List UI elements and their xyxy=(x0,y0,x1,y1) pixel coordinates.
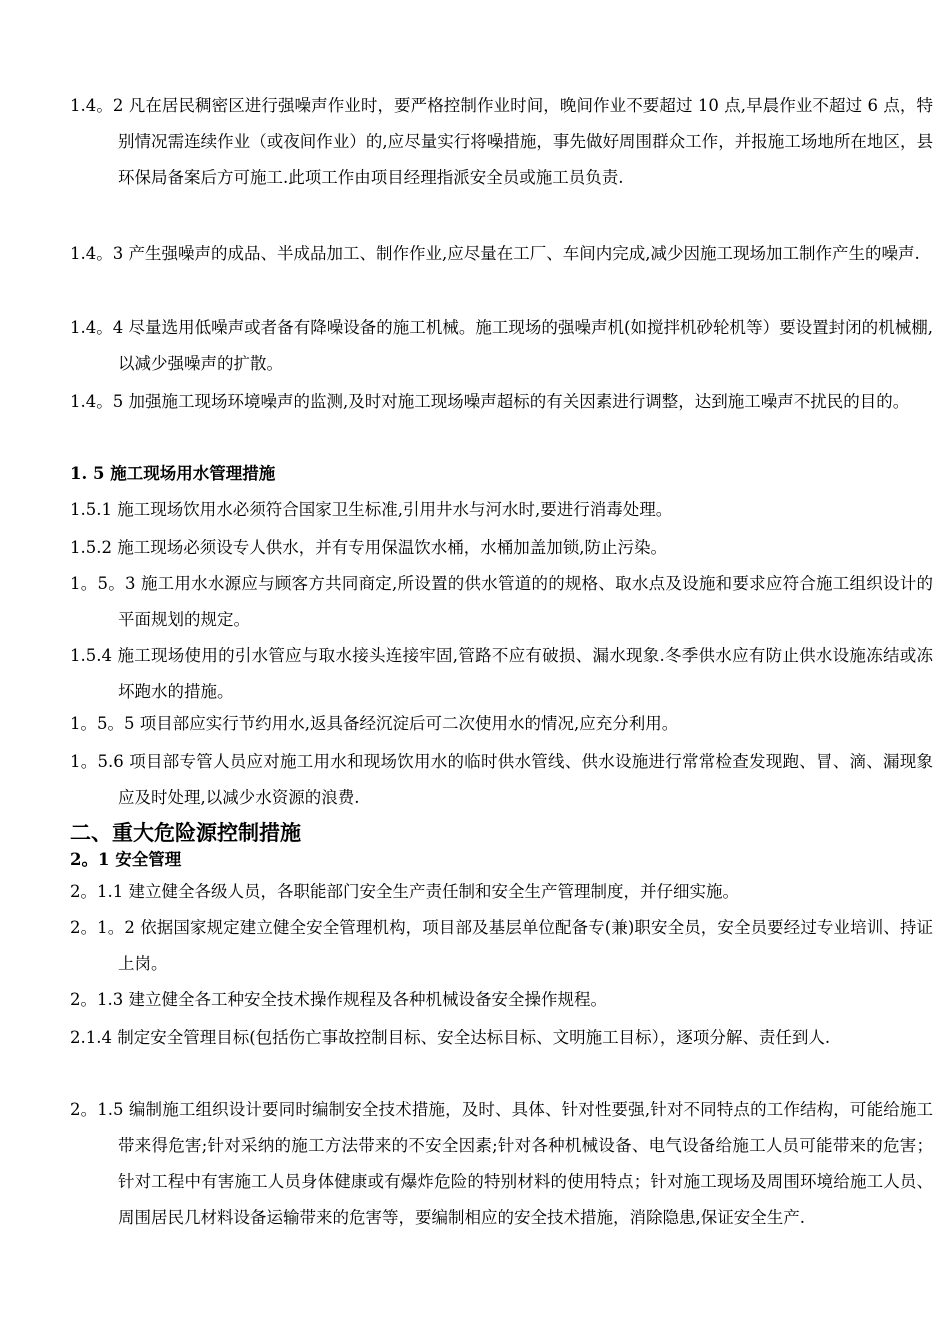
paragraph-2-1-5: 2。1.5 编制施工组织设计要同时编制安全技术措施，及时、具体、针对性要强,针对不同特点的工作结构，可能给施工带来得危害;针对采纳的施工方法带来的不安全因素;针对各种机械设备、电气设备给施工人员可能带来的危害；针对工程中有害施工人员身体健康或有爆炸危险的特别材料的使用特点；针对施工现场及周围环境给施工人员、周围居民几材料设备运输带来的危害等，要编制相应的安全技术措施，消除隐患,保证安全生产. xyxy=(70,1100,933,1227)
paragraph-2-1-4: 2.1.4 制定安全管理目标(包括伤亡事故控制目标、安全达标目标、文明施工目标），逐项分解、责任到人. xyxy=(70,1028,831,1047)
paragraph-1-4-4: 1.4。4 尽量选用低噪声或者备有降噪设备的施工机械。施工现场的强噪声机(如搅拌机砂轮机等）要设置封闭的机械棚,以减少强噪声的扩散。 xyxy=(70,318,933,373)
paragraph-1-4-2: 1.4。2 凡在居民稠密区进行强噪声作业时，要严格控制作业时间，晚间作业不要超过 10 点,早晨作业不超过 6 点，特别情况需连续作业（或夜间作业）的,应尽量实行将噪措施，事先做好周围群众工作，并报施工场地所在地区，县环保局备案后方可施工.此项工作由项目经理指派安全员或施工员负责. xyxy=(70,96,933,187)
paragraph-2-1-3: 2。1.3 建立健全各工种安全技术操作规程及各种机械设备安全操作规程。 xyxy=(70,990,607,1009)
paragraph-1-5-4: 1.5.4 施工现场使用的引水管应与取水接头连接牢固,管路不应有破损、漏水现象.冬季供水应有防止供水设施冻结或冻坏跑水的措施。 xyxy=(70,646,933,701)
paragraph-2-1-2: 2。1。2 依据国家规定建立健全安全管理机构，项目部及基层单位配备专(兼)职安全员，安全员要经过专业培训、持证上岗。 xyxy=(70,918,933,973)
paragraph-1-4-3: 1.4。3 产生强噪声的成品、半成品加工、制作作业,应尽量在工厂、车间内完成,减少因施工现场加工制作产生的噪声. xyxy=(70,244,920,263)
paragraph-1-5-2: 1.5.2 施工现场必须设专人供水，并有专用保温饮水桶，水桶加盖加锁,防止污染。 xyxy=(70,538,667,557)
paragraph-1-5-1: 1.5.1 施工现场饮用水必须符合国家卫生标准,引用井水与河水时,要进行消毒处理。 xyxy=(70,500,673,519)
section-heading-2-1: 2。1 安全管理 xyxy=(70,850,182,869)
paragraph-1-5-5: 1。5。5 项目部应实行节约用水,返具备经沉淀后可二次使用水的情况,应充分利用。 xyxy=(70,714,679,733)
section-heading-1-5: 1. 5 施工现场用水管理措施 xyxy=(70,464,276,483)
paragraph-1-5-3: 1。5。3 施工用水水源应与顾客方共同商定,所设置的供水管道的的规格、取水点及设施和要求应符合施工组织设计的平面规划的规定。 xyxy=(70,574,933,629)
paragraph-1-4-5: 1.4。5 加强施工现场环境噪声的监测,及时对施工现场噪声超标的有关因素进行调整，达到施工噪声不扰民的目的。 xyxy=(70,392,910,411)
paragraph-2-1-1: 2。1.1 建立健全各级人员，各职能部门安全生产责任制和安全生产管理制度，并仔细实施。 xyxy=(70,882,739,901)
chapter-heading-2: 二、重大危险源控制措施 xyxy=(70,820,301,845)
paragraph-1-5-6: 1。5.6 项目部专管人员应对施工用水和现场饮用水的临时供水管线、供水设施进行常常检查发现跑、冒、滴、漏现象应及时处理,以减少水资源的浪费. xyxy=(70,752,933,807)
